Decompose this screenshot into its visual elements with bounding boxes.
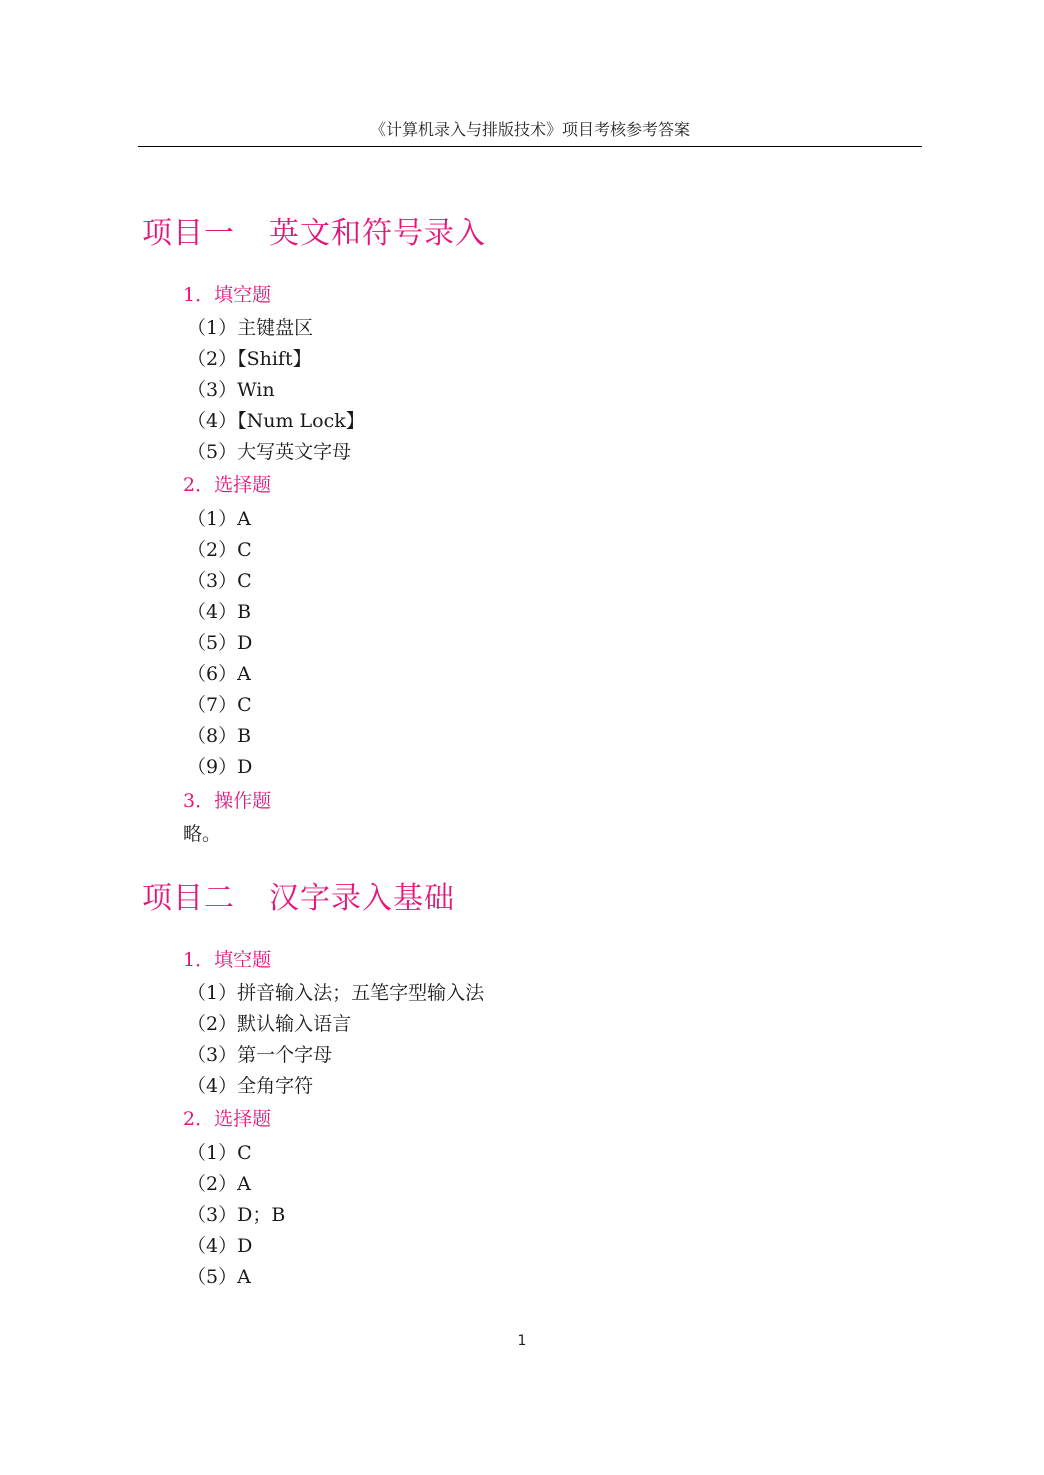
header-title: 《计算机录入与排版技术》项目考核参考答案: [369, 120, 690, 139]
answer-item: （1）拼音输入法；五笔字型输入法: [187, 982, 485, 1004]
answer-item: （3）Win: [187, 379, 275, 401]
answer-item: （4）D: [187, 1235, 253, 1257]
section-fill-blank: 1．填空题: [183, 284, 272, 306]
answer-item: （4）【Num Lock】: [187, 410, 365, 432]
project-2-number: 项目二: [142, 881, 235, 916]
section-operation: 3．操作题: [183, 790, 272, 812]
project-1-name: 英文和符号录入: [269, 216, 486, 251]
section-multiple-choice: 2．选择题: [183, 474, 272, 496]
section-fill-blank: 1．填空题: [183, 949, 272, 971]
answer-item: （3）第一个字母: [187, 1044, 333, 1066]
answer-item: （1）主键盘区: [187, 317, 314, 339]
answer-item: （7）C: [187, 694, 252, 716]
answer-item: （2）A: [187, 1173, 251, 1195]
answer-item: （5）大写英文字母: [187, 441, 352, 463]
answer-item: （3）D；B: [187, 1204, 286, 1226]
answer-item: （8）B: [187, 725, 252, 747]
page-header: [138, 116, 922, 147]
page-number: 1: [517, 1333, 527, 1349]
answer-item: （9）D: [187, 756, 253, 778]
section-multiple-choice: 2．选择题: [183, 1108, 272, 1130]
answer-item: （4）B: [187, 601, 252, 623]
project-1-title: [142, 208, 486, 252]
answer-item: （5）A: [187, 1266, 251, 1288]
answer-item: （1）C: [187, 1142, 252, 1164]
project-2-name: 汉字录入基础: [269, 881, 455, 916]
answer-item: （2）【Shift】: [187, 348, 312, 370]
project-1-number: 项目一: [142, 216, 235, 251]
answer-item: （2）C: [187, 539, 252, 561]
project-2-title: [142, 873, 455, 917]
operation-note: 略。: [183, 823, 222, 845]
answer-item: （3）C: [187, 570, 252, 592]
answer-item: （4）全角字符: [187, 1075, 314, 1097]
answer-item: （2）默认输入语言: [187, 1013, 352, 1035]
answer-item: （1）A: [187, 508, 251, 530]
answer-item: （6）A: [187, 663, 251, 685]
answer-item: （5）D: [187, 632, 253, 654]
